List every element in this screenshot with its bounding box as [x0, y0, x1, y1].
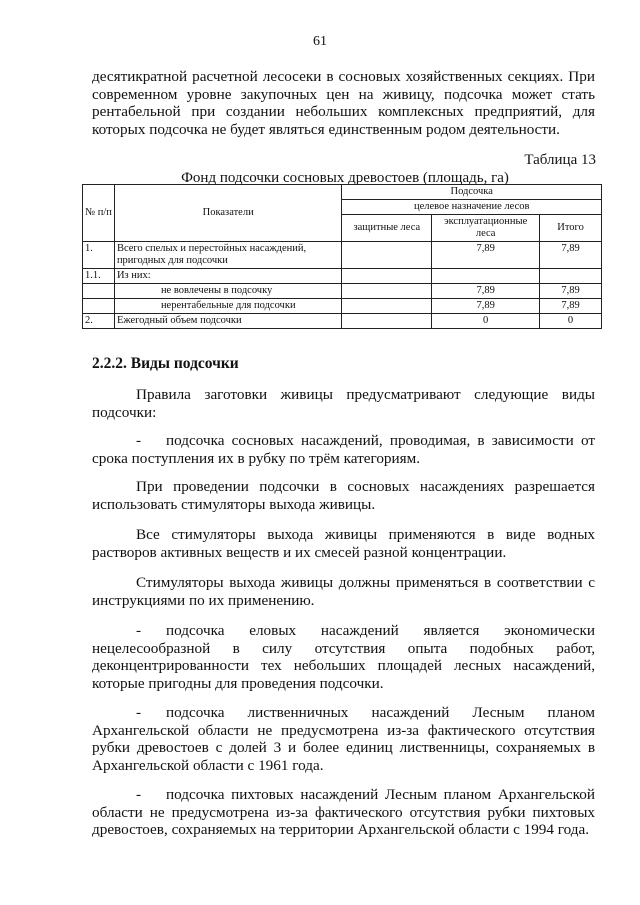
intro-paragraph: десятикратной расчетной лесосеки в сосновых хозяйственных секциях. При современном уровне закупочных цен на живицу, подсочка может стать рентабельной при создании небольших комплексных предприятий, для которых подсочка не будет являться единственным родом деятельности. — [92, 68, 595, 138]
row-label: нерентабельные для подсочки — [114, 299, 341, 314]
section-heading: 2.2.2. Виды подсочки — [92, 355, 239, 372]
table-row — [83, 284, 602, 299]
list-dash: - — [136, 432, 142, 449]
row-protective — [342, 242, 432, 269]
row-label: Всего спелых и перестойных насаждений, пригодных для подсочки — [114, 242, 341, 269]
table-title: Фонд подсочки сосновых древостоев (площадь, га) — [181, 170, 509, 186]
table-row — [83, 242, 602, 269]
row-exploitation: 7,89 — [432, 299, 540, 314]
paragraph-text: подсочка сосновых насаждений, проводимая, в зависимости от срока поступления их в рубку по трём категориям. — [92, 432, 595, 467]
list-item — [92, 704, 595, 774]
paragraph: Правила заготовки живицы предусматривают следующие виды подсочки: — [92, 386, 595, 421]
list-dash: - — [136, 786, 142, 803]
row-protective — [342, 314, 432, 329]
row-num: 1. — [83, 242, 115, 269]
paragraph-text: подсочка лиственничных насаждений Лесным планом Архангельской области не предусмотрена из-за фактического отсутствия рубки древостоев с долей 3 и более единиц лиственницы, сохраняемых в Архангельской области с 1961 года. — [92, 704, 595, 774]
header-purpose: целевое назначение лесов — [342, 200, 602, 215]
row-num: 1.1. — [83, 269, 115, 284]
row-total: 7,89 — [540, 242, 602, 269]
row-total: 7,89 — [540, 299, 602, 314]
row-label: Из них: — [114, 269, 341, 284]
row-exploitation: 7,89 — [432, 242, 540, 269]
row-protective — [342, 269, 432, 284]
list-item — [92, 622, 595, 692]
paragraph: При проведении подсочки в сосновых насаждениях разрешается использовать стимуляторы выхода живицы. — [92, 478, 595, 513]
paragraph: Все стимуляторы выхода живицы применяются в виде водных растворов активных веществ и их смесей разной концентрации. — [92, 526, 595, 561]
table-row — [83, 269, 602, 284]
row-num — [83, 299, 115, 314]
row-total — [540, 269, 602, 284]
list-item — [92, 786, 595, 839]
table-number: Таблица 13 — [524, 152, 596, 168]
list-item — [92, 432, 595, 467]
row-num — [83, 284, 115, 299]
row-protective — [342, 299, 432, 314]
list-dash: - — [136, 704, 142, 721]
row-protective — [342, 284, 432, 299]
list-dash: - — [136, 622, 142, 639]
paragraph: Стимуляторы выхода живицы должны применяться в соответствии с инструкциями по их применению. — [92, 574, 595, 609]
row-exploitation — [432, 269, 540, 284]
header-total: Итого — [540, 215, 602, 242]
header-num: № п/п — [83, 185, 115, 242]
row-num: 2. — [83, 314, 115, 329]
header-indicator: Показатели — [114, 185, 341, 242]
row-total: 7,89 — [540, 284, 602, 299]
row-label: не вовлечены в подсочку — [114, 284, 341, 299]
header-protective: защитные леса — [342, 215, 432, 242]
paragraph-text: подсочка пихтовых насаждений Лесным планом Архангельской области не предусмотрена из-за фактического отсутствия рубки пихтовых древостоев, сохраняемых на территории Архангельской области с 1994 года. — [92, 786, 595, 839]
row-exploitation: 0 — [432, 314, 540, 329]
header-exploitation: эксплуатационные леса — [432, 215, 540, 242]
row-total: 0 — [540, 314, 602, 329]
page-number: 61 — [313, 34, 327, 49]
row-exploitation: 7,89 — [432, 284, 540, 299]
table-row — [83, 299, 602, 314]
tapping-fund-table — [82, 184, 602, 329]
header-tapping: Подсочка — [342, 185, 602, 200]
paragraph-text: подсочка еловых насаждений является экономически нецелесообразной в силу отсутствия опыта подобных работ, деконцентрированности тех небольших площадей лесных насаждений, которые пригодны для проведения подсочки. — [92, 622, 595, 692]
row-label: Ежегодный объем подсочки — [114, 314, 341, 329]
table-row — [83, 314, 602, 329]
